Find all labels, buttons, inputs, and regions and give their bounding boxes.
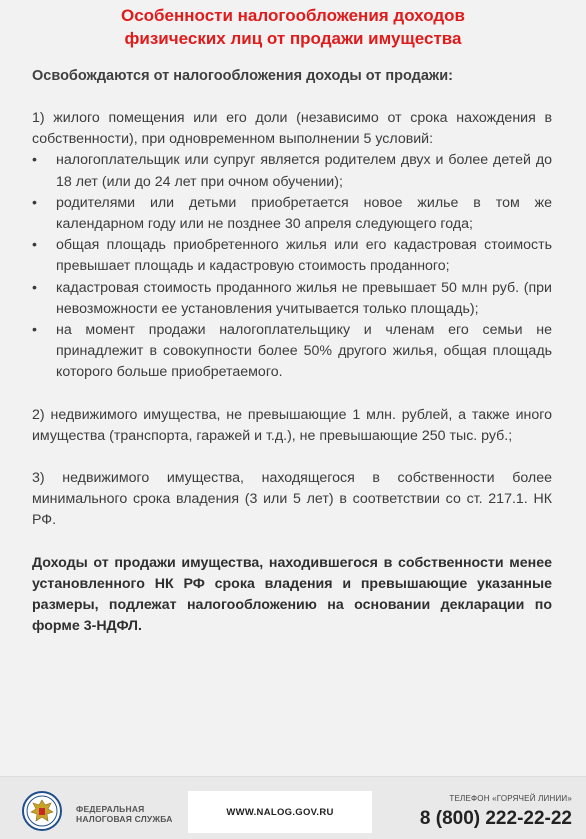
spacer — [32, 532, 552, 553]
bullet-icon: • — [32, 194, 37, 211]
condition-text: на момент продажи налогоплательщику и членам его семьи не принадлежит в совокупности более 50% другого жилья, общая площадь которого больше приобретаемого. — [56, 322, 552, 381]
hotline-label: ТЕЛЕФОН «ГОРЯЧЕЙ ЛИНИИ» — [449, 794, 572, 803]
condition-item — [32, 193, 552, 235]
item-1-intro: 1) жилого помещения или его доли (независимо от срока нахождения в собственности), при одновременном выполнении 5 условий: — [32, 110, 552, 148]
bullet-icon: • — [32, 152, 37, 169]
title-line-1: Особенности налогообложения доходов — [120, 6, 465, 25]
org-line-1: ФЕДЕРАЛЬНАЯ — [76, 804, 145, 814]
condition-item — [32, 235, 552, 277]
bullet-icon: • — [32, 279, 37, 296]
title-line-2: физических лиц от продажи имущества — [124, 29, 462, 48]
conclusion-text: Доходы от продажи имущества, находившегося в собственности менее установленного НК РФ срока владения и превышающие указанные размеры, подлежат налогообложению на основании декларации по форме 3-НДФЛ. — [32, 554, 552, 635]
condition-text: родителями или детьми приобретается новое жилье в том же календарном году или не позднее 30 апреля следующего года; — [56, 194, 552, 233]
condition-text: кадастровая стоимость проданного жилья не превышает 50 млн руб. (при невозможности ее установления учитывается только площадь); — [56, 279, 552, 317]
condition-item — [32, 278, 552, 320]
item-3: 3) недвижимого имущества, находящегося в собственности более минимального срока владения (3 или 5 лет) в соответствии со ст. 217.1. НК РФ. — [32, 470, 552, 529]
bullet-icon: • — [32, 322, 37, 339]
document-title — [20, 4, 566, 50]
conditions-list — [32, 150, 552, 383]
item-2: 2) недвижимого имущества, не превышающие 1 млн. рублей, а также иного имущества (транспорта, гаражей и т.д.), не превышающие 250 тыс. руб.; — [32, 406, 552, 444]
condition-text: налогоплательщик или супруг является родителем двух и более детей до 18 лет (или до 24 лет при очном обучении); — [56, 152, 552, 190]
website-link[interactable]: WWW.NALOG.GOV.RU — [188, 791, 372, 833]
document-body — [32, 108, 552, 637]
condition-item — [32, 320, 552, 384]
hotline-number[interactable]: 8 (800) 222-22-22 — [419, 808, 572, 829]
org-line-2: НАЛОГОВАЯ СЛУЖБА — [76, 814, 173, 824]
organization-name — [76, 804, 173, 824]
spacer — [32, 447, 552, 468]
section-subheading: Освобождаются от налогообложения доходы от продажи: — [32, 68, 453, 84]
condition-text: общая площадь приобретенного жилья или его кадастровая стоимость превышает площадь и кадастровую стоимость проданного; — [56, 237, 552, 275]
eagle-emblem-icon — [22, 791, 62, 831]
bullet-icon: • — [32, 237, 37, 254]
condition-item — [32, 150, 552, 192]
spacer — [32, 384, 552, 405]
